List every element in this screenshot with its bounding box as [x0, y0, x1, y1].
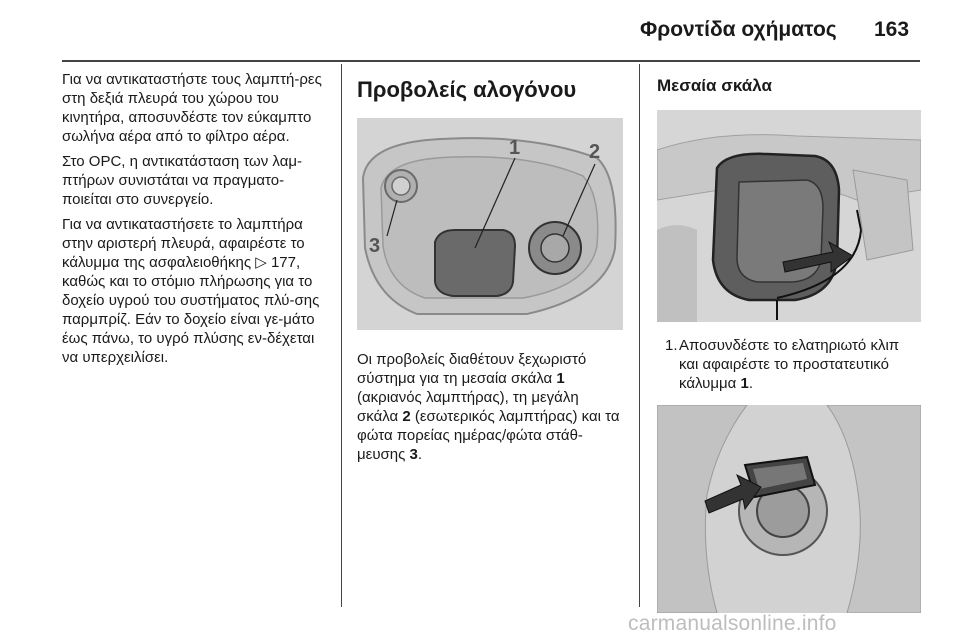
paragraph-text: (εσωτερικός λαμπτήρας) και τα φώτα πορείας ημέρας/φώτα στάθ-μευσης [357, 408, 620, 463]
page-reference-icon: ▷ [255, 254, 267, 271]
column-2 [357, 70, 623, 470]
column-divider-right [639, 64, 640, 607]
figure-label-1: 1 [509, 137, 521, 159]
step-text: Αποσυνδέστε το ελατηριωτό κλιπ και αφαιρέστε το προστατευτικό κάλυμμα [679, 337, 900, 392]
paragraph-text: Οι προβολείς διαθέτουν ξεχωριστό σύστημα για τη μεσαία σκάλα [357, 351, 587, 387]
column-1 [62, 70, 332, 373]
subsection-heading: Μεσαία σκάλα [657, 76, 772, 95]
paragraph-left-side-removal [62, 215, 332, 367]
step-text: . [748, 375, 753, 392]
figure-label-2: 2 [589, 141, 601, 163]
ref-high-beam: 2 [402, 408, 411, 425]
halogen-headlight-figure [357, 118, 623, 330]
ref-parking-light: 3 [409, 446, 418, 463]
paragraph-text: . [417, 446, 423, 463]
instruction-step [657, 336, 921, 393]
paragraph-text: Για να αντικαταστήσετε το λαμπτήρα στην αριστερή πλευρά, αφαιρέστε το κάλυμμα της ασφαλειοθήκης [62, 216, 305, 271]
paragraph-headlight-description [357, 350, 623, 464]
page-header-title: Φροντίδα οχήματος [640, 18, 837, 41]
step-number: 1. [665, 337, 678, 354]
ref-protective-cover: 1 [740, 375, 749, 392]
paragraph-text: (ακριανός λαμπτήρας), τη μεγάλη σκάλα [357, 389, 579, 425]
spring-clip-figure [657, 405, 921, 613]
section-heading: Προβολείς αλογόνου [357, 77, 577, 102]
paragraph-opc-note: Στο OPC, η αντικατάσταση των λαμ-πτήρων συνιστάται να πραγματο-ποιείται στο συνεργείο. [62, 153, 303, 208]
page-reference[interactable]: 177 [270, 254, 296, 271]
column-divider-left [341, 64, 342, 607]
page-number: 163 [874, 18, 910, 41]
column-3 [657, 70, 921, 613]
paragraph-text: , καθώς και το στόμιο πλήρωσης για το δοχείο υγρού του συστήματος πλύ-σης παρμπρίζ. Εάν το δοχείο είναι γε-μάτο έως πάνω, το υγρό πλύσης εν-δέχεται να υπερχειλίσει. [62, 254, 320, 366]
ref-low-beam: 1 [556, 370, 565, 387]
watermark: carmanualsonline.info [628, 612, 837, 635]
instruction-steps [657, 336, 921, 393]
figure-label-3: 3 [369, 235, 381, 257]
header-rule [62, 60, 920, 62]
paragraph-right-side-removal: Για να αντικαταστήστε τους λαμπτή-ρες στη δεξιά πλευρά του χώρου του κινητήρα, αποσυνδέστε τον εύκαμπτο σωλήνα αέρα από το φίλτρο αέρα. [62, 71, 322, 145]
low-beam-cover-figure [657, 110, 921, 322]
